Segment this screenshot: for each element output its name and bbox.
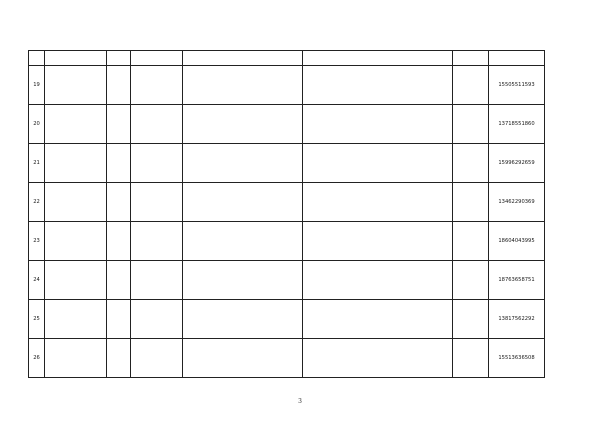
promotion-field (303, 261, 453, 300)
row-number: 23 (29, 222, 45, 261)
industry (107, 339, 131, 378)
header-tech-name (45, 51, 107, 66)
promotion-field (303, 339, 453, 378)
tech-intro (183, 261, 303, 300)
applicant-unit (131, 222, 183, 261)
table-row (29, 105, 545, 144)
tech-name (45, 144, 107, 183)
promotion-field (303, 66, 453, 105)
tech-name (45, 183, 107, 222)
table-row (29, 261, 545, 300)
contact-person (453, 66, 489, 105)
applicant-unit (131, 261, 183, 300)
contact-person (453, 339, 489, 378)
tech-name (45, 66, 107, 105)
table-body (29, 66, 545, 378)
table-row (29, 66, 545, 105)
industry (107, 66, 131, 105)
contact-phone: 15505511593 (489, 66, 545, 105)
table-row (29, 222, 545, 261)
table-row (29, 300, 545, 339)
tech-intro (183, 105, 303, 144)
tech-intro (183, 183, 303, 222)
industry (107, 222, 131, 261)
industry (107, 144, 131, 183)
row-number: 21 (29, 144, 45, 183)
contact-phone: 18763658751 (489, 261, 545, 300)
header-phone (489, 51, 545, 66)
promotion-field (303, 144, 453, 183)
header-number (29, 51, 45, 66)
header-contact (453, 51, 489, 66)
header-industry (107, 51, 131, 66)
applicant-unit (131, 183, 183, 222)
contact-person (453, 222, 489, 261)
row-number: 20 (29, 105, 45, 144)
industry (107, 183, 131, 222)
promotion-field (303, 183, 453, 222)
tech-intro (183, 222, 303, 261)
contact-person (453, 300, 489, 339)
tech-intro (183, 66, 303, 105)
contact-person (453, 183, 489, 222)
row-number: 19 (29, 66, 45, 105)
page-number: 3 (298, 398, 302, 405)
contact-phone: 15513636508 (489, 339, 545, 378)
contact-phone: 15996292659 (489, 144, 545, 183)
contact-person (453, 105, 489, 144)
contact-phone: 13462290369 (489, 183, 545, 222)
tech-name (45, 339, 107, 378)
contact-person (453, 144, 489, 183)
tech-intro (183, 144, 303, 183)
applicant-unit (131, 339, 183, 378)
promotion-field (303, 105, 453, 144)
table-row (29, 144, 545, 183)
industry (107, 105, 131, 144)
tech-name (45, 300, 107, 339)
industry (107, 300, 131, 339)
row-number: 22 (29, 183, 45, 222)
contact-person (453, 261, 489, 300)
table-header-row (29, 51, 545, 66)
tech-name (45, 105, 107, 144)
header-field (303, 51, 453, 66)
table-row (29, 183, 545, 222)
applicant-unit (131, 66, 183, 105)
contact-phone: 13718551860 (489, 105, 545, 144)
row-number: 26 (29, 339, 45, 378)
tech-intro (183, 339, 303, 378)
header-unit (131, 51, 183, 66)
technology-table (28, 50, 545, 378)
table-row (29, 339, 545, 378)
row-number: 24 (29, 261, 45, 300)
tech-name (45, 222, 107, 261)
applicant-unit (131, 105, 183, 144)
promotion-field (303, 222, 453, 261)
contact-phone: 13817562292 (489, 300, 545, 339)
promotion-field (303, 300, 453, 339)
applicant-unit (131, 300, 183, 339)
industry (107, 261, 131, 300)
applicant-unit (131, 144, 183, 183)
tech-intro (183, 300, 303, 339)
row-number: 25 (29, 300, 45, 339)
tech-name (45, 261, 107, 300)
header-intro (183, 51, 303, 66)
contact-phone: 18604043995 (489, 222, 545, 261)
